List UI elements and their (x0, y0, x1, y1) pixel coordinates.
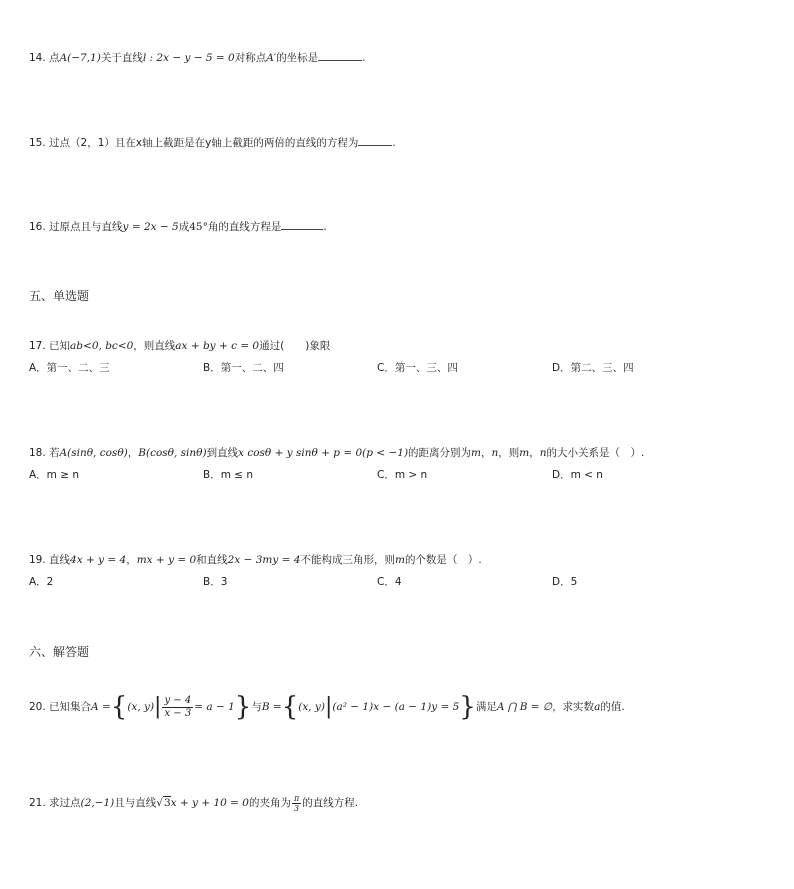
text: 点 (49, 52, 60, 64)
question-number: 15. (29, 137, 46, 149)
math-equation: 2x − 3my = 4 (227, 554, 301, 566)
question-16 (29, 219, 327, 234)
math-line: l : 2x − y − 5 = 0 (142, 52, 235, 64)
text: 的大小关系是（ ）. (546, 447, 645, 459)
option-c[interactable]: C．m > n (377, 469, 428, 481)
text: ， (529, 447, 540, 459)
text: 若 (49, 447, 60, 459)
math-angle: 45° (189, 221, 208, 233)
math-point: (2,−1) (80, 797, 115, 809)
question-14 (29, 50, 366, 65)
text: 不能构成三角形，则 (300, 554, 395, 566)
question-number: 21. (29, 797, 46, 809)
option-c[interactable]: C．4 (377, 576, 402, 588)
math-condition: A ⋂ B = ∅ (496, 701, 553, 713)
sqrt-icon: √ (156, 797, 163, 809)
divider-bar: | (324, 694, 333, 719)
math-equation: ax + by + c = 0 (175, 340, 260, 352)
text: 满足 (475, 701, 497, 713)
option-a[interactable]: A．2 (29, 576, 54, 588)
math-equation: y = 2x − 5 (122, 221, 179, 233)
text: 直线 (49, 554, 71, 566)
left-brace: { (281, 692, 299, 722)
question-number: 14. (29, 52, 46, 64)
math-pair: (x, y) (127, 701, 155, 713)
text: ， (127, 447, 139, 459)
math-set-name: B = (261, 701, 282, 713)
text: . (323, 221, 327, 233)
text: . (392, 137, 396, 149)
math-var: n (539, 447, 547, 459)
question-text: 过点（2，1）且在x轴上截距是在y轴上截距的两倍的直线的方程为 (49, 137, 359, 149)
text: ，则直线 (133, 340, 176, 352)
math-condition: bc<0 (105, 340, 134, 352)
text: 的夹角为 (248, 797, 291, 809)
question-20 (29, 692, 625, 722)
fraction-numerator: π (293, 793, 300, 803)
math-point: A(sinθ, cosθ) (59, 447, 128, 459)
math-condition: ab<0, (70, 340, 102, 352)
text: ， (126, 554, 137, 566)
math-point: A′ (266, 52, 277, 64)
answer-blank[interactable] (358, 135, 392, 146)
option-b[interactable]: B．第一、二、四 (203, 362, 284, 374)
text: 角的直线方程是 (207, 221, 282, 233)
math-expression: = a − 1 (194, 701, 235, 713)
fraction-numerator: y − 4 (164, 694, 192, 706)
text: 对称点 (234, 52, 267, 64)
text: 已知 (49, 340, 71, 352)
math-equation: x cosθ + y sinθ + p = 0(p < −1) (238, 447, 409, 459)
text: ， (481, 447, 492, 459)
option-a[interactable]: A．m ≥ n (29, 469, 80, 481)
math-var: a (594, 701, 601, 713)
math-point: A(−7,1) (59, 52, 101, 64)
section-heading: 六、解答题 (29, 645, 90, 659)
text: 的坐标是 (276, 52, 319, 64)
math-point: B(cosθ, sinθ) (138, 447, 207, 459)
left-brace: { (110, 692, 128, 722)
question-number: 20. (29, 701, 46, 713)
math-equation: x + y + 10 = 0 (170, 797, 249, 809)
math-var: m (394, 554, 405, 566)
text: 到直线 (206, 447, 239, 459)
text: . (362, 52, 366, 64)
math-var: m (519, 447, 530, 459)
math-var: n (491, 447, 499, 459)
math-var: m (471, 447, 482, 459)
text: 和直线 (196, 554, 228, 566)
text: 通过( )象限 (259, 340, 331, 352)
option-d[interactable]: D．第二、三、四 (552, 362, 634, 374)
option-b[interactable]: B．m ≤ n (203, 469, 254, 481)
question-number: 17. (29, 340, 46, 352)
option-d[interactable]: D．5 (552, 576, 578, 588)
text: 与 (251, 701, 262, 713)
text: 且与直线 (114, 797, 157, 809)
math-equation: mx + y = 0 (136, 554, 197, 566)
math-equation: 4x + y = 4 (70, 554, 127, 566)
question-number: 18. (29, 447, 46, 459)
text: 求过点 (49, 797, 81, 809)
text: 的距离分别为 (408, 447, 472, 459)
text: 已知集合 (49, 701, 92, 713)
option-a[interactable]: A．第一、二、三 (29, 362, 110, 374)
question-17 (29, 339, 330, 353)
option-b[interactable]: B．3 (203, 576, 228, 588)
fraction-denominator: 3 (294, 803, 300, 813)
answer-blank[interactable] (281, 219, 323, 230)
text: 的个数是（ ）. (404, 554, 482, 566)
question-18 (29, 446, 644, 460)
text: 的值. (600, 701, 625, 713)
question-number: 16. (29, 221, 46, 233)
question-21 (29, 790, 358, 816)
section-heading: 五、单选题 (29, 289, 90, 303)
question-number: 19. (29, 554, 46, 566)
option-d[interactable]: D．m < n (552, 469, 603, 481)
text: 关于直线 (100, 52, 143, 64)
text: ，求实数 (552, 701, 595, 713)
math-fraction (162, 695, 193, 720)
option-c[interactable]: C．第一、三、四 (377, 362, 458, 374)
right-brace: } (459, 692, 476, 722)
math-fraction (292, 794, 301, 813)
math-pair: (x, y) (298, 701, 325, 713)
text: ，则 (498, 447, 520, 459)
radicand: 3 (163, 797, 171, 809)
math-equation: (a² − 1)x − (a − 1)y = 5 (332, 701, 460, 713)
math-set-name: A = (91, 701, 111, 713)
question-19 (29, 553, 482, 567)
question-15 (29, 135, 396, 150)
text: 的直线方程. (302, 797, 359, 809)
right-brace: } (234, 692, 252, 722)
answer-blank[interactable] (318, 50, 362, 61)
text: 过原点且与直线 (49, 221, 123, 233)
fraction-denominator: x − 3 (164, 707, 192, 719)
text: 成 (178, 221, 190, 233)
divider-bar: | (154, 694, 162, 719)
